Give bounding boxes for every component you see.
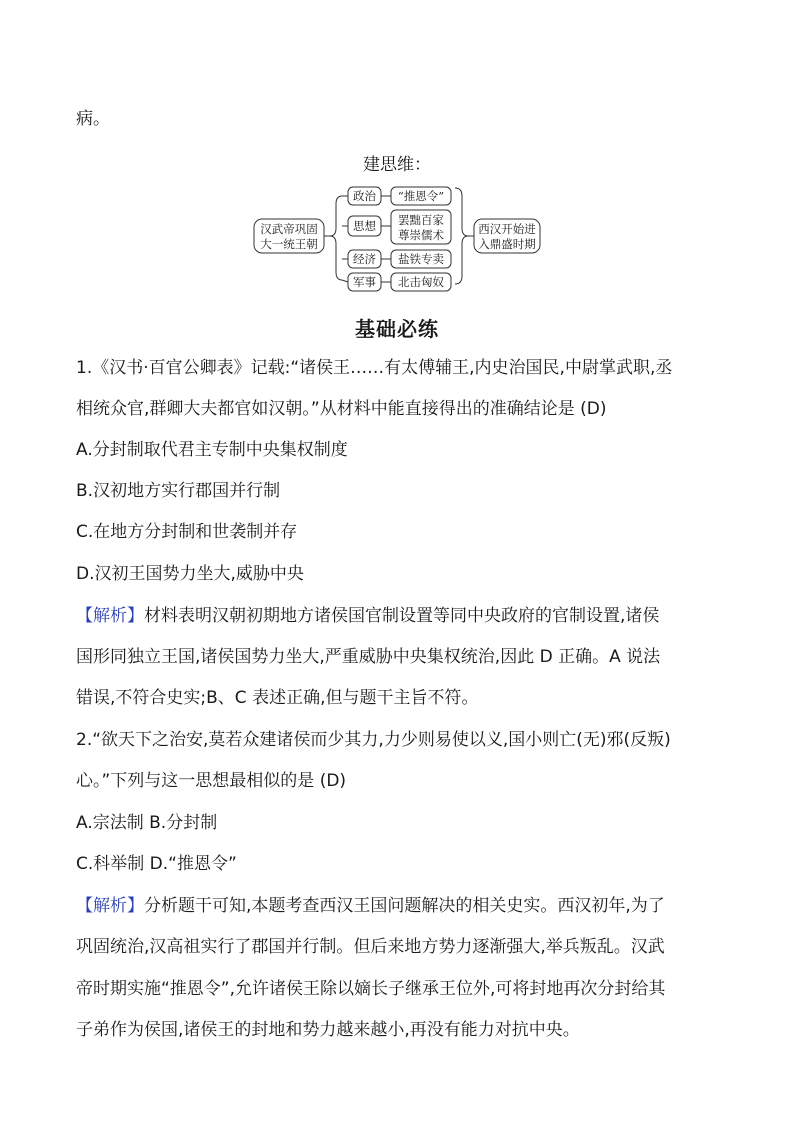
category-politics: 政治 — [353, 189, 376, 203]
q1-option-a: A.分封制取代君主专制中央集权制度 — [76, 440, 348, 460]
category-thought: 思想 — [353, 219, 376, 233]
content-politics: “推恩令” — [397, 189, 445, 203]
q2-options-line1: A.宗法制 B.分封制 — [76, 813, 218, 833]
q1-analysis-line3: 错误,不符合史实;B、C 表述正确,但与题干主旨不符。 — [76, 688, 479, 708]
top-fragment: 病。 — [76, 109, 110, 129]
result-label-line1: 西汉开始进 — [478, 222, 536, 236]
content-thought-line2: 尊崇儒术 — [398, 228, 444, 242]
right-brace — [455, 188, 468, 284]
q1-analysis-line2: 国形同独立王国,诸侯国势力坐大,严重威胁中央集权统治,因此 D 正确。A 说法 — [76, 647, 661, 667]
q2-stem-line2: 心。”下列与这一思想最相似的是 (D) — [76, 771, 347, 791]
root-label-line1: 汉武帝巩固 — [260, 222, 318, 236]
section-title: 基础必练 — [355, 317, 439, 341]
mindmap-diagram — [0, 178, 794, 298]
q2-analysis-line2: 巩固统治,汉高祖实行了郡国并行制。但后来地方势力逐渐强大,举兵叛乱。汉武 — [76, 937, 665, 957]
q1-analysis-label: 【解析】 — [76, 606, 144, 626]
q2-analysis-line4: 子弟作为侯国,诸侯王的封地和势力越来越小,再没有能力对抗中央。 — [76, 1020, 580, 1040]
content-economy: 盐铁专卖 — [398, 252, 444, 266]
q2-stem-line1: 2.“欲天下之治安,莫若众建诸侯而少其力,力少则易使以义,国小则亡(无)邪(反叛) — [76, 730, 671, 750]
category-military: 军事 — [353, 275, 376, 289]
result-label-line2: 入鼎盛时期 — [478, 237, 536, 251]
q2-analysis-label: 【解析】 — [76, 896, 144, 916]
q1-analysis-line1: 【解析】材料表明汉朝初期地方诸侯国官制设置等同中央政府的官制设置,诸侯 — [76, 606, 660, 626]
q2-options-line2: C.科举制 D.“推恩令” — [76, 854, 237, 874]
q1-option-d: D.汉初王国势力坐大,威胁中央 — [76, 564, 304, 584]
q1-option-c: C.在地方分封制和世袭制并存 — [76, 522, 298, 542]
q2-analysis-line3: 帝时期实施“推恩令”,允许诸侯王除以嫡长子继承王位外,可将封地再次分封给其 — [76, 979, 666, 999]
q2-analysis-line1: 【解析】分析题干可知,本题考查西汉王国问题解决的相关史实。西汉初年,为了 — [76, 896, 665, 916]
content-thought-line1: 罢黜百家 — [398, 213, 444, 227]
category-economy: 经济 — [353, 252, 376, 266]
q1-option-b: B.汉初地方实行郡国并行制 — [76, 481, 281, 501]
root-label-line2: 大一统王朝 — [260, 237, 318, 251]
q1-stem-line2: 相统众官,群卿大夫都官如汉朝。”从材料中能直接得出的准确结论是 (D) — [76, 399, 607, 419]
mindmap-heading: 建思维： — [363, 155, 431, 175]
left-brace — [330, 196, 342, 280]
q1-stem-line1: 1.《汉书·百官公卿表》记载:“诸侯王……有太傅辅王,内史治国民,中尉掌武职,丞 — [76, 358, 673, 378]
content-military: 北击匈奴 — [398, 275, 444, 289]
